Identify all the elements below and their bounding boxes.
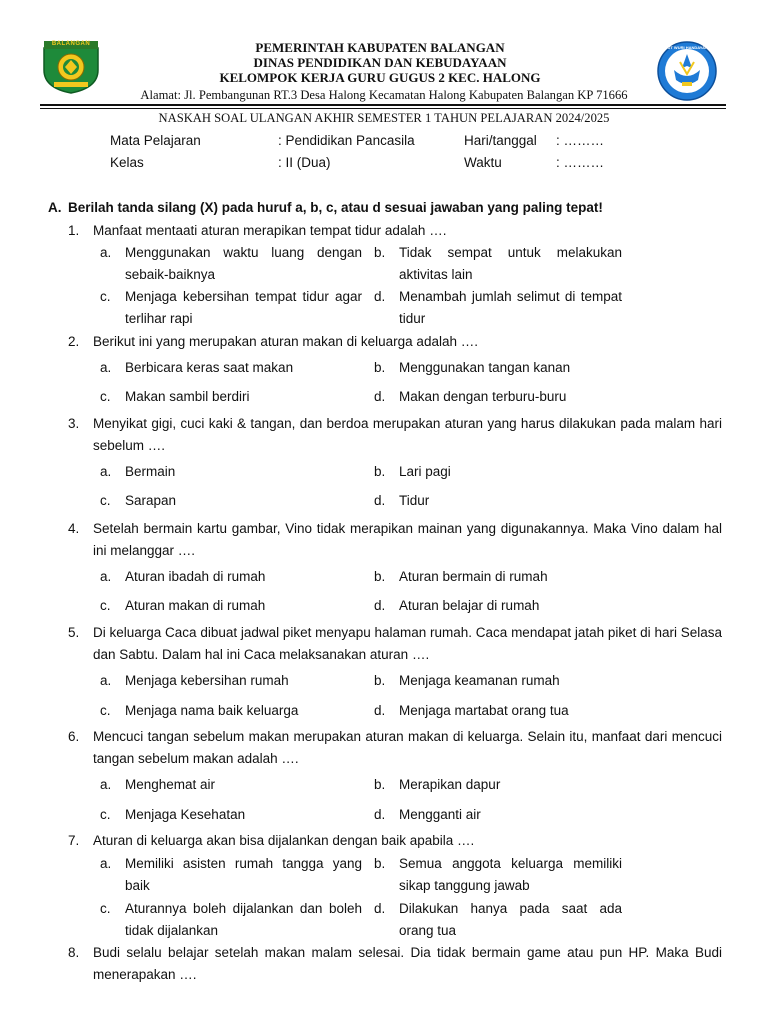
answer-option[interactable] bbox=[374, 670, 622, 692]
answer-option[interactable] bbox=[100, 853, 362, 897]
option-text: Aturan belajar di rumah bbox=[399, 598, 540, 613]
answer-option[interactable] bbox=[374, 357, 622, 379]
instruction-text: Berilah tanda silang (X) pada huruf a, b, c, atau d sesuai jawaban yang paling tepat! bbox=[68, 200, 603, 215]
question-number: 3. bbox=[68, 416, 80, 431]
answer-option[interactable] bbox=[100, 595, 362, 617]
answer-option[interactable] bbox=[374, 898, 622, 942]
answer-option[interactable] bbox=[100, 490, 362, 512]
question-text: Manfaat mentaati aturan merapikan tempat tidur adalah …. bbox=[93, 223, 447, 238]
question-text: Budi selalu belajar setelah makan malam selesai. Dia tidak bermain game atau pun HP. Maka Budi menerapakan …. bbox=[93, 945, 722, 982]
government-name: PEMERINTAH KABUPATEN BALANGAN bbox=[255, 40, 505, 55]
question-number: 7. bbox=[68, 833, 80, 848]
option-text: Merapikan dapur bbox=[399, 777, 501, 792]
question bbox=[68, 830, 722, 852]
option-letter: b. bbox=[374, 673, 386, 688]
date-value: : ……… bbox=[556, 133, 605, 148]
answer-option[interactable] bbox=[374, 242, 622, 286]
option-letter: a. bbox=[100, 245, 112, 260]
logo-left-text: BALANGAN bbox=[51, 41, 91, 47]
question-text: Menyikat gigi, cuci kaki & tangan, dan berdoa merupakan aturan yang harus dilakukan pada malam hari sebelum …. bbox=[93, 416, 722, 453]
option-letter: c. bbox=[100, 598, 111, 613]
question bbox=[68, 942, 722, 986]
option-letter: d. bbox=[374, 389, 386, 404]
option-letter: c. bbox=[100, 703, 111, 718]
option-letter: d. bbox=[374, 703, 386, 718]
option-letter: a. bbox=[100, 569, 112, 584]
option-text: Sarapan bbox=[125, 493, 177, 508]
exam-title: NASKAH SOAL ULANGAN AKHIR SEMESTER 1 TAHUN PELAJARAN 2024/2025 bbox=[158, 111, 610, 125]
option-text: Menjaga nama baik keluarga bbox=[125, 703, 299, 718]
question-number: 1. bbox=[68, 223, 80, 238]
question bbox=[68, 518, 722, 562]
address-line: Alamat: Jl. Pembangunan RT.3 Desa Halong Kecamatan Halong Kabupaten Balangan KP 71666 bbox=[140, 88, 628, 102]
question bbox=[68, 622, 722, 666]
option-letter: d. bbox=[374, 493, 386, 508]
answer-option[interactable] bbox=[100, 386, 362, 408]
option-text: Mengganti air bbox=[399, 807, 481, 822]
option-text: Memiliki asisten rumah tangga yang baik bbox=[125, 856, 362, 893]
subject-value: : Pendidikan Pancasila bbox=[278, 133, 415, 148]
question-text: Aturan di keluarga akan bisa dijalankan dengan baik apabila …. bbox=[93, 833, 475, 848]
option-letter: b. bbox=[374, 464, 386, 479]
question-number: 8. bbox=[68, 945, 80, 960]
option-letter: b. bbox=[374, 856, 386, 871]
option-text: Menjaga martabat orang tua bbox=[399, 703, 569, 718]
working-group-name: KELOMPOK KERJA GURU GUGUS 2 KEC. HALONG bbox=[219, 70, 541, 85]
question-text: Di keluarga Caca dibuat jadwal piket menyapu halaman rumah. Caca mendapat jatah piket di hari Selasa dan Sabtu. Dalam hal ini Caca melaksanakan aturan …. bbox=[93, 625, 722, 662]
option-text: Lari pagi bbox=[399, 464, 451, 479]
header-divider-thin bbox=[40, 108, 726, 109]
question bbox=[68, 331, 722, 353]
option-letter: a. bbox=[100, 360, 112, 375]
option-letter: c. bbox=[100, 389, 111, 404]
section-instruction bbox=[48, 200, 603, 215]
question-number: 4. bbox=[68, 521, 80, 536]
option-text: Menambah jumlah selimut di tempat tidur bbox=[399, 289, 622, 326]
answer-option[interactable] bbox=[100, 670, 362, 692]
answer-option[interactable] bbox=[374, 700, 622, 722]
option-letter: a. bbox=[100, 673, 112, 688]
option-text: Menjaga kebersihan tempat tidur agar terlihar rapi bbox=[125, 289, 362, 326]
letterhead bbox=[0, 0, 768, 125]
option-text: Makan dengan terburu-buru bbox=[399, 389, 567, 404]
option-letter: c. bbox=[100, 289, 111, 304]
question-text: Berikut ini yang merupakan aturan makan di keluarga adalah …. bbox=[93, 334, 478, 349]
option-text: Aturan ibadah di rumah bbox=[125, 569, 266, 584]
balangan-logo-icon bbox=[40, 40, 102, 94]
answer-option[interactable] bbox=[374, 774, 622, 796]
option-letter: b. bbox=[374, 777, 386, 792]
option-text: Dilakukan hanya pada saat ada orang tua bbox=[399, 901, 622, 938]
option-text: Menjaga kebersihan rumah bbox=[125, 673, 289, 688]
answer-option[interactable] bbox=[100, 566, 362, 588]
answer-option[interactable] bbox=[100, 774, 362, 796]
answer-option[interactable] bbox=[100, 804, 362, 826]
question-number: 5. bbox=[68, 625, 80, 640]
option-text: Menghemat air bbox=[125, 777, 216, 792]
answer-option[interactable] bbox=[374, 461, 622, 483]
option-text: Menjaga keamanan rumah bbox=[399, 673, 560, 688]
answer-option[interactable] bbox=[374, 286, 622, 330]
question bbox=[68, 726, 722, 770]
answer-option[interactable] bbox=[374, 853, 622, 897]
answer-option[interactable] bbox=[100, 286, 362, 330]
option-text: Aturan makan di rumah bbox=[125, 598, 266, 613]
option-letter: c. bbox=[100, 901, 111, 916]
option-text: Tidur bbox=[399, 493, 430, 508]
option-text: Menggunakan waktu luang dengan sebaik-baiknya bbox=[125, 245, 362, 282]
subject-label: Mata Pelajaran bbox=[110, 133, 201, 148]
option-letter: d. bbox=[374, 598, 386, 613]
question-number: 6. bbox=[68, 729, 80, 744]
option-text: Aturannya boleh dijalankan dan boleh tidak dijalankan bbox=[125, 901, 362, 938]
option-text: Tidak sempat untuk melakukan aktivitas lain bbox=[399, 245, 622, 282]
section-letter: A. bbox=[48, 200, 62, 215]
option-letter: d. bbox=[374, 807, 386, 822]
option-letter: b. bbox=[374, 360, 386, 375]
logo-right-text: TUT WURI HANDAYANI bbox=[665, 45, 709, 50]
answer-option[interactable] bbox=[374, 566, 622, 588]
option-letter: a. bbox=[100, 856, 112, 871]
class-label: Kelas bbox=[110, 155, 144, 170]
question bbox=[68, 413, 722, 457]
option-letter: c. bbox=[100, 807, 111, 822]
answer-option[interactable] bbox=[100, 700, 362, 722]
question-text: Setelah bermain kartu gambar, Vino tidak merapikan mainan yang digunakannya. Maka Vino dalam hal ini melanggar …. bbox=[93, 521, 722, 558]
letterhead-title bbox=[110, 40, 650, 85]
option-text: Semua anggota keluarga memiliki sikap tanggung jawab bbox=[399, 856, 622, 893]
header-divider bbox=[40, 104, 726, 106]
option-letter: d. bbox=[374, 901, 386, 916]
option-letter: a. bbox=[100, 777, 112, 792]
time-label: Waktu bbox=[464, 155, 502, 170]
option-text: Makan sambil berdiri bbox=[125, 389, 250, 404]
option-text: Berbicara keras saat makan bbox=[125, 360, 294, 375]
option-text: Menjaga Kesehatan bbox=[125, 807, 246, 822]
option-letter: d. bbox=[374, 289, 386, 304]
option-text: Aturan bermain di rumah bbox=[399, 569, 548, 584]
answer-option[interactable] bbox=[100, 898, 362, 942]
answer-option[interactable] bbox=[374, 595, 622, 617]
answer-option[interactable] bbox=[100, 357, 362, 379]
time-value: : ……… bbox=[556, 155, 605, 170]
class-value: : II (Dua) bbox=[278, 155, 331, 170]
option-letter: a. bbox=[100, 464, 112, 479]
answer-option[interactable] bbox=[100, 461, 362, 483]
date-label: Hari/tanggal bbox=[464, 133, 537, 148]
option-text: Bermain bbox=[125, 464, 176, 479]
option-letter: b. bbox=[374, 569, 386, 584]
answer-option[interactable] bbox=[100, 242, 362, 286]
department-name: DINAS PENDIDIKAN DAN KEBUDAYAAN bbox=[253, 55, 507, 70]
option-letter: c. bbox=[100, 493, 111, 508]
answer-option[interactable] bbox=[374, 386, 622, 408]
question-number: 2. bbox=[68, 334, 80, 349]
question-text: Mencuci tangan sebelum makan merupakan aturan makan di keluarga. Selain itu, manfaat dari mencuci tangan sebelum makan adalah …. bbox=[93, 729, 722, 766]
option-letter: b. bbox=[374, 245, 386, 260]
answer-option[interactable] bbox=[374, 804, 622, 826]
answer-option[interactable] bbox=[374, 490, 622, 512]
question bbox=[68, 220, 722, 242]
option-text: Menggunakan tangan kanan bbox=[399, 360, 571, 375]
